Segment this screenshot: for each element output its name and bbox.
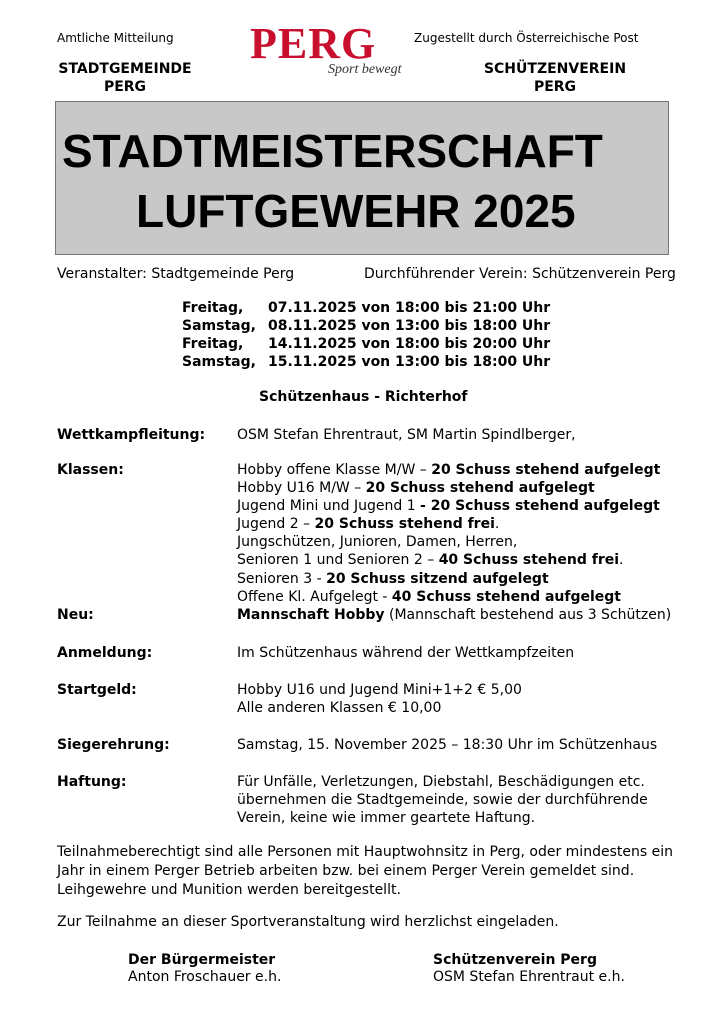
class-discipline: 40 Schuss stehend aufgelegt bbox=[391, 589, 621, 605]
classes-label: Klassen: bbox=[57, 462, 124, 478]
entry-fee-label: Startgeld: bbox=[57, 682, 137, 698]
schedule-row bbox=[182, 317, 582, 335]
competition-lead-label: Wettkampfleitung: bbox=[57, 427, 206, 443]
class-text: Senioren 3 - bbox=[237, 571, 327, 587]
logo-wordmark: PERG bbox=[250, 19, 377, 68]
club-org-block bbox=[480, 60, 630, 96]
class-row bbox=[237, 588, 621, 606]
entry-fee-line1: Hobby U16 und Jugend Mini+1+2 € 5,00 bbox=[237, 682, 522, 698]
eligibility-line3: Leihgewehre und Munition werden bereitgestellt. bbox=[57, 882, 401, 898]
class-row bbox=[237, 570, 549, 588]
class-text: Offene Kl. Aufgelegt - bbox=[237, 589, 392, 605]
class-text: Hobby offene Klasse M/W – bbox=[237, 462, 432, 478]
class-row bbox=[237, 533, 517, 551]
post-delivery-label: Zugestellt durch Österreichische Post bbox=[414, 31, 639, 45]
schedule-row bbox=[182, 299, 582, 317]
new-value bbox=[237, 606, 671, 624]
schedule-time: 14.11.2025 von 18:00 bis 20:00 Uhr bbox=[268, 336, 551, 352]
title-box bbox=[55, 101, 669, 255]
registration-label: Anmeldung: bbox=[57, 645, 153, 661]
eligibility-paragraph bbox=[57, 843, 673, 900]
title-line-1: STADTMEISTERSCHAFT bbox=[62, 125, 603, 177]
club-signature-name: OSM Stefan Ehrentraut e.h. bbox=[433, 969, 625, 985]
executing-club-text: Durchführender Verein: Schützenverein Perg bbox=[364, 266, 676, 282]
schedule-row bbox=[182, 335, 582, 353]
class-row bbox=[237, 479, 595, 497]
schedule-time: 08.11.2025 von 13:00 bis 18:00 Uhr bbox=[268, 318, 551, 334]
eligibility-line1: Teilnahmeberechtigt sind alle Personen mit Hauptwohnsitz in Perg, oder mindestens ein bbox=[57, 844, 673, 860]
new-label: Neu: bbox=[57, 607, 94, 623]
city-org-block bbox=[55, 60, 195, 96]
class-text: Senioren 1 und Senioren 2 – bbox=[237, 552, 439, 568]
club-signature-title: Schützenverein Perg bbox=[433, 952, 597, 968]
club-org-line1: SCHÜTZENVEREIN bbox=[483, 61, 627, 77]
city-org-line2: PERG bbox=[103, 79, 147, 95]
class-text: Jugend 2 – bbox=[237, 516, 315, 532]
team-hobby: Mannschaft Hobby bbox=[237, 607, 385, 623]
official-notice-label: Amtliche Mitteilung bbox=[57, 31, 174, 45]
schedule-list bbox=[182, 299, 582, 371]
organizer-text: Veranstalter: Stadtgemeinde Perg bbox=[57, 266, 295, 282]
schedule-row bbox=[182, 353, 582, 371]
class-suffix: . bbox=[619, 552, 624, 568]
eligibility-line2: Jahr in einem Perger Betrieb arbeiten bzw. bei einem Perger Verein gemeldet sind. bbox=[57, 863, 635, 879]
mayor-name: Anton Froschauer e.h. bbox=[128, 969, 282, 985]
class-text: Hobby U16 M/W – bbox=[237, 480, 366, 496]
class-suffix: . bbox=[494, 516, 500, 532]
invitation-text: Zur Teilnahme an dieser Sportveranstaltung wird herzlichst eingeladen. bbox=[57, 914, 559, 930]
city-org-line1: STADTGEMEINDE bbox=[58, 61, 192, 77]
schedule-day: Samstag, bbox=[182, 354, 256, 370]
competition-lead-value: OSM Stefan Ehrentraut, SM Martin Spindlberger, bbox=[237, 427, 576, 443]
schedule-day: Samstag, bbox=[182, 318, 256, 334]
class-discipline: 20 Schuss stehend aufgelegt bbox=[431, 462, 661, 478]
liability-label: Haftung: bbox=[57, 774, 127, 790]
schedule-day: Freitag, bbox=[182, 336, 244, 352]
award-ceremony-value: Samstag, 15. November 2025 – 18:30 Uhr im Schützenhaus bbox=[237, 737, 658, 753]
class-row bbox=[237, 551, 624, 569]
mayor-title: Der Bürgermeister bbox=[128, 952, 276, 968]
liability-line1: Für Unfälle, Verletzungen, Diebstahl, Beschädigungen etc. bbox=[237, 774, 645, 790]
club-org-line2: PERG bbox=[533, 79, 577, 95]
award-ceremony-label: Siegerehrung: bbox=[57, 737, 170, 753]
schedule-day: Freitag, bbox=[182, 300, 244, 316]
liability-line3: Verein, keine wie immer geartete Haftung. bbox=[237, 810, 536, 826]
class-discipline: - 20 Schuss stehend aufgelegt bbox=[420, 498, 660, 514]
entry-fee-line2: Alle anderen Klassen € 10,00 bbox=[237, 700, 442, 716]
logo-slogan: Sport bewegt bbox=[328, 62, 402, 77]
schedule-time: 07.11.2025 von 18:00 bis 21:00 Uhr bbox=[268, 300, 551, 316]
class-text: Jugend Mini und Jugend 1 bbox=[237, 498, 421, 514]
title-line-2: LUFTGEWEHR 2025 bbox=[136, 185, 576, 237]
venue: Schützenhaus - Richterhof bbox=[259, 389, 468, 405]
class-text: Jungschützen, Junioren, Damen, Herren, bbox=[237, 534, 518, 550]
class-row bbox=[237, 497, 660, 515]
liability-line2: übernehmen die Stadtgemeinde, sowie der durchführende bbox=[237, 792, 648, 808]
class-row bbox=[237, 515, 499, 533]
class-discipline: 20 Schuss sitzend aufgelegt bbox=[326, 571, 549, 587]
class-discipline: 20 Schuss stehend frei bbox=[314, 516, 495, 532]
class-discipline: 40 Schuss stehend frei bbox=[438, 552, 620, 568]
schedule-time: 15.11.2025 von 13:00 bis 18:00 Uhr bbox=[268, 354, 551, 370]
class-row bbox=[237, 461, 660, 479]
registration-value: Im Schützenhaus während der Wettkampfzeiten bbox=[237, 645, 575, 661]
team-description: (Mannschaft bestehend aus 3 Schützen) bbox=[384, 607, 672, 623]
class-discipline: 20 Schuss stehend aufgelegt bbox=[365, 480, 595, 496]
perg-logo bbox=[250, 19, 420, 100]
